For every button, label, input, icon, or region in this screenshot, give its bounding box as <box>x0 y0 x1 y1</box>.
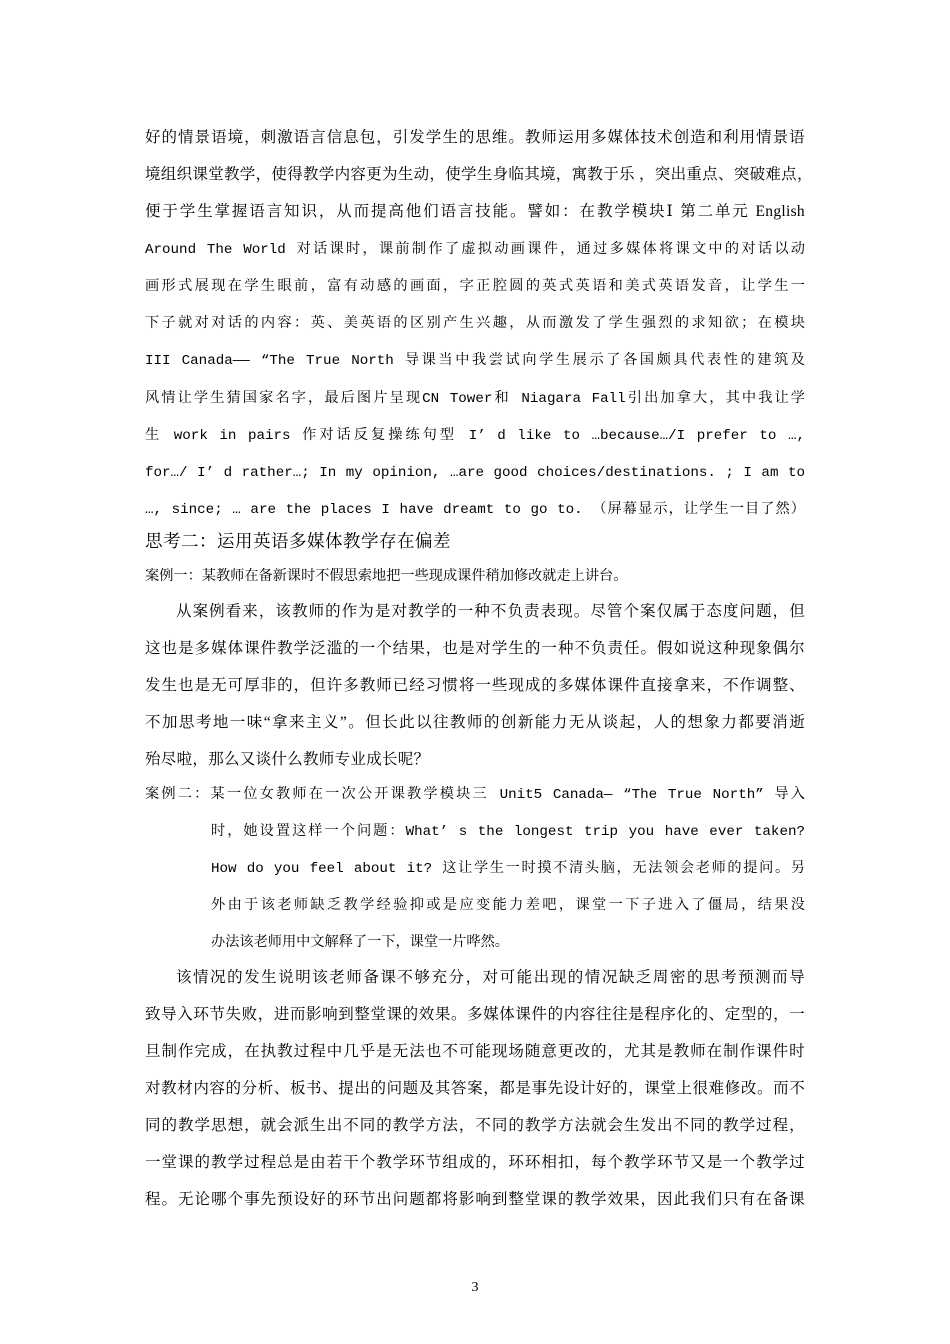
text-line: 好的情景语境，刺激语言信息包，引发学生的思维。教师运用多媒体技术创造和利用情景语 <box>145 129 805 146</box>
text-line: 画形式展现在学生眼前，富有动感的画面，字正腔圆的英式英语和美式英语发音，让学生一 <box>145 279 805 295</box>
case-two-line: 外由于该老师缺乏教学经验抑或是应变能力差吧，课堂一下子进入了僵局，结果没 <box>211 898 805 914</box>
case-two-line: How do you feel about it? 这让学生一时摸不清头脑，无法领会老师的提问。另 <box>211 861 805 877</box>
text-line: 发生也是无可厚非的，但许多教师已经习惯将一些现成的多媒体课件直接拿来，不作调整、 <box>145 677 805 694</box>
text-line: 同的教学思想，就会派生出不同的教学方法，不同的教学方法就会生发出不同的教学过程， <box>145 1117 805 1134</box>
text-line: …, since; … are the places I have dreamt to go to. （屏幕显示，让学生一目了然） <box>145 502 805 518</box>
text-line: 殆尽啦，那么又谈什么教师专业成长呢？ <box>145 751 430 768</box>
text-line: 风情让学生猜国家名字，最后图片呈现CN Tower和 Niagara Fall引出加拿大，其中我让学 <box>145 391 805 407</box>
case-one: 案例一：某教师在备新课时不假思索地把一些现成课件稍加修改就走上讲台。 <box>145 569 628 585</box>
text-line: 旦制作完成，在执教过程中几乎是无法也不可能现场随意更改的，尤其是教师在制作课件时 <box>145 1043 805 1060</box>
text-line: Around The World 对话课时，课前制作了虚拟动画课件，通过多媒体将课文中的对话以动 <box>145 242 805 258</box>
text-line: 程。无论哪个事先预设好的环节出问题都将影响到整堂课的教学效果，因此我们只有在备课 <box>145 1191 805 1208</box>
text-line: 一堂课的教学过程总是由若干个教学环节组成的，环环相扣，每个教学环节又是一个教学过 <box>145 1154 805 1171</box>
text-line: 下子就对对话的内容：英、美英语的区别产生兴趣，从而激发了学生强烈的求知欲；在模块 <box>145 316 805 332</box>
page-number: 3 <box>471 1280 479 1295</box>
section-heading: 思考二：运用英语多媒体教学存在偏差 <box>145 532 451 552</box>
text-line: 这也是多媒体课件教学泛滥的一个结果，也是对学生的一种不负责任。假如说这种现象偶尔 <box>145 640 805 657</box>
text-line: for…/ I’ d rather…; In my opinion, …are good choices/destinations. ; I am to <box>145 465 805 481</box>
text-line: 从案例看来，该教师的作为是对教学的一种不负责表现。尽管个案仅属于态度问题，但 <box>176 603 805 620</box>
text-line: 对教材内容的分析、板书、提出的问题及其答案，都是事先设计好的，课堂上很难修改。而不 <box>145 1080 805 1097</box>
text-line: 生 work in pairs 作对话反复操练句型 I’ d like to …because…/I prefer to …, <box>145 428 805 444</box>
case-two-line: 办法该老师用中文解释了一下，课堂一片哗然。 <box>211 935 509 951</box>
text-line: 致导入环节失败，进而影响到整堂课的效果。多媒体课件的内容往往是程序化的、定型的，一 <box>145 1006 805 1023</box>
case-two-line: 案例二：某一位女教师在一次公开课教学模块三 Unit5 Canada— “The True North” 导入 <box>145 787 805 803</box>
case-two-line: 时，她设置这样一个问题：What’ s the longest trip you have ever taken? <box>211 824 805 840</box>
text-line: 境组织课堂教学，使得教学内容更为生动，使学生身临其境，寓教于乐 ，突出重点、突破难点， <box>145 166 813 183</box>
text-line: 该情况的发生说明该老师备课不够充分，对可能出现的情况缺乏周密的思考预测而导 <box>176 969 805 986</box>
text-line: 不加思考地一味“拿来主义”。但长此以往教师的创新能力无从谈起，人的想象力都要消逝 <box>145 714 805 731</box>
text-line: III Canada—— “The True North 导课当中我尝试向学生展示了各国颇具代表性的建筑及 <box>145 353 805 369</box>
text-line: 便于学生掌握语言知识，从而提高他们语言技能。譬如：在教学模块Ⅰ 第二单元 English <box>145 203 805 220</box>
